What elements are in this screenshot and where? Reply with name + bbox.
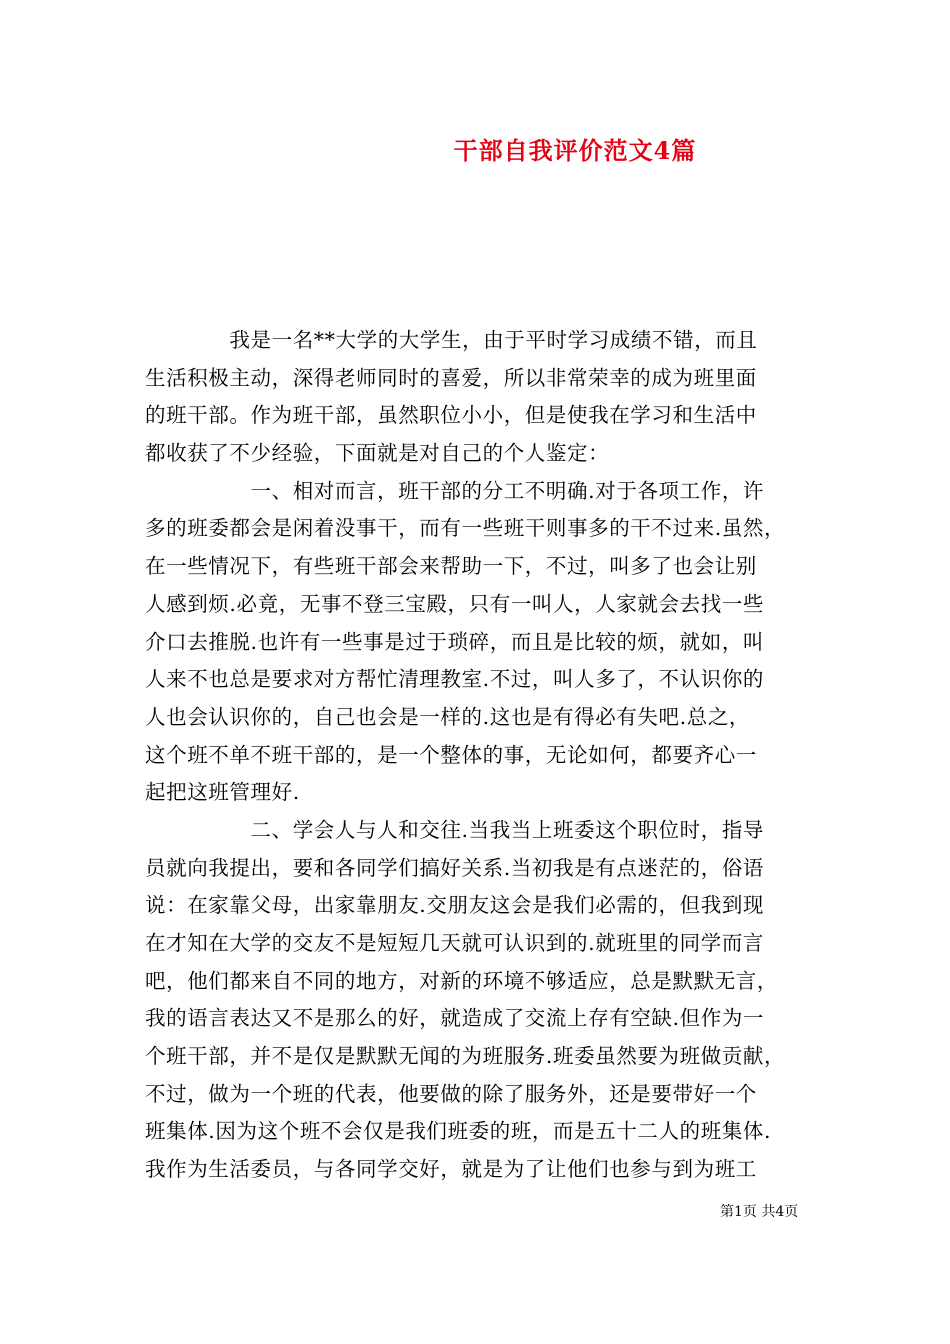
text-line: 我作为生活委员，与各同学交好，就是为了让他们也参与到为班工 xyxy=(145,1157,757,1182)
text-line: 班集体.因为这个班不会仅是我们班委的班，而是五十二人的班集体. xyxy=(145,1119,772,1144)
text-line: 人来不也总是要求对方帮忙清理教室.不过，叫人多了，不认识你的 xyxy=(145,667,765,692)
text-line: 不过，做为一个班的代表，他要做的除了服务外，还是要带好一个 xyxy=(145,1081,757,1106)
document-title: 干部自我评价范文4篇 xyxy=(453,136,697,165)
text-line: 一、相对而言，班干部的分工不明确.对于各项工作，许 xyxy=(145,478,765,503)
text-line: 生活积极主动，深得老师同时的喜爱，所以非常荣幸的成为班里面 xyxy=(145,365,757,390)
text-line: 都收获了不少经验，下面就是对自己的个人鉴定： xyxy=(145,441,610,466)
text-line: 说：在家靠父母，出家靠朋友.交朋友这会是我们必需的，但我到现 xyxy=(145,893,765,918)
text-line: 员就向我提出，要和各同学们搞好关系.当初我是有点迷茫的，俗语 xyxy=(145,855,765,880)
text-line: 我是一名**大学的大学生，由于平时学习成绩不错，而且 xyxy=(145,328,758,352)
text-line: 在才知在大学的交友不是短短几天就可认识到的.就班里的同学而言 xyxy=(145,931,765,955)
text-line: 我的语言表达又不是那么的好，就造成了交流上存有空缺.但作为一 xyxy=(145,1006,765,1031)
text-line: 二、学会人与人和交往.当我当上班委这个职位时，指导 xyxy=(145,817,765,842)
text-line: 的班干部。作为班干部，虽然职位小小，但是使我在学习和生活中 xyxy=(145,403,757,428)
page-number-footer: 第1页 共4页 xyxy=(720,1204,799,1220)
text-line: 个班干部，并不是仅是默默无闻的为班服务.班委虽然要为班做贡献， xyxy=(145,1044,786,1069)
text-line: 这个班不单不班干部的，是一个整体的事，无论如何，都要齐心一 xyxy=(145,742,757,767)
text-line: 人也会认识你的，自己也会是一样的.这也是有得必有失吧.总之， xyxy=(145,704,751,729)
document-body xyxy=(145,325,825,1192)
text-line: 介口去推脱.也许有一些事是过于琐碎，而且是比较的烦，就如，叫 xyxy=(145,629,765,654)
text-line: 起把这班管理好. xyxy=(145,780,300,805)
text-line: 多的班委都会是闲着没事干，而有一些班干则事多的干不过来.虽然， xyxy=(145,516,786,541)
text-line: 在一些情况下，有些班干部会来帮助一下，不过，叫多了也会让别 xyxy=(145,554,757,579)
text-line: 吧，他们都来自不同的地方，对新的环境不够适应，总是默默无言， xyxy=(145,968,778,993)
text-line: 人感到烦.必竟，无事不登三宝殿，只有一叫人，人家就会去找一些 xyxy=(145,591,765,616)
